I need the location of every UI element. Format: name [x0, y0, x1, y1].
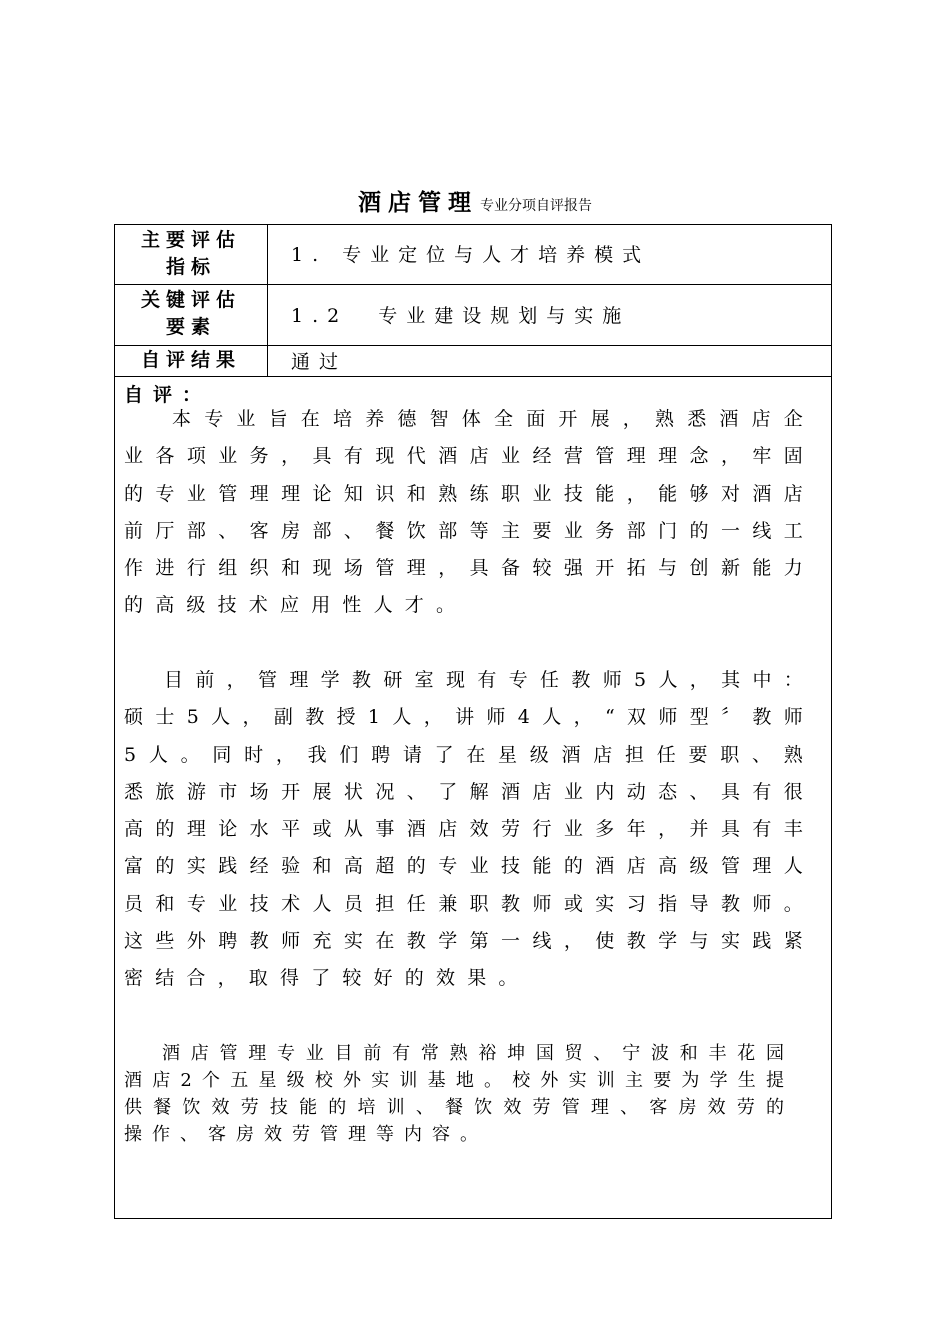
row-divider — [115, 284, 831, 285]
report-title — [0, 184, 950, 217]
self-eval-paragraph: 目前，管理学教研室现有专任教师5人，其中：硕士5人，副教授1人，讲师4人，“双师型〞教师5人。同时，我们聘请了在星级酒店担任要职、熟悉旅游市场开展状况、了解酒店业内动态、具有很高的理论水平或从事酒店效劳行业多年，并具有丰富的实践经验和高超的专业技能的酒店高级管理人员和专业技术人员担任兼职教师或实习指导教师。这些外聘教师充实在教学第一线，使教学与实践紧密结合，取得了较好的效果。 — [124, 669, 815, 990]
row-divider — [115, 376, 831, 377]
row-value-result: 通过 — [291, 351, 348, 373]
self-eval-paragraph: 酒店管理专业目前有常熟裕坤国贸、宁波和丰花园酒店2个五星级校外实训基地。校外实训主要为学生提供餐饮效劳技能的培训、餐饮效劳管理、客房效劳的操作、客房效劳管理等内容。 — [124, 1043, 794, 1145]
row-label-main-indicator — [115, 227, 267, 281]
row-value-key-element: 1.2 专业建设规划与实施 — [291, 305, 631, 327]
label-line: 关键评估 — [140, 289, 241, 311]
row-divider — [115, 345, 831, 346]
self-eval-paragraph: 本专业旨在培养德智体全面开展，熟悉酒店企业各项业务，具有现代酒店业经营管理理念，牢固的专业管理理论知识和熟练职业技能，能够对酒店前厅部、客房部、餐饮部等主要业务部门的一线工作进行组织和现场管理，具备较强开拓与创新能力的高级技术应用性人才。 — [124, 408, 815, 617]
title-sub: 专业分项自评报告 — [480, 198, 592, 214]
evaluation-table — [114, 224, 832, 1219]
row-value-main-indicator: 1. 专业定位与人才培养模式 — [291, 244, 651, 266]
row-label-result: 自评结果 — [140, 349, 241, 371]
row-label-key-element — [115, 287, 267, 341]
label-line: 主要评估 — [140, 229, 241, 251]
label-line: 要素 — [165, 316, 216, 338]
title-main: 酒店管理 — [358, 189, 478, 216]
self-eval-label: 自评： — [124, 384, 212, 406]
label-line: 指标 — [165, 256, 216, 278]
column-divider — [267, 225, 268, 376]
